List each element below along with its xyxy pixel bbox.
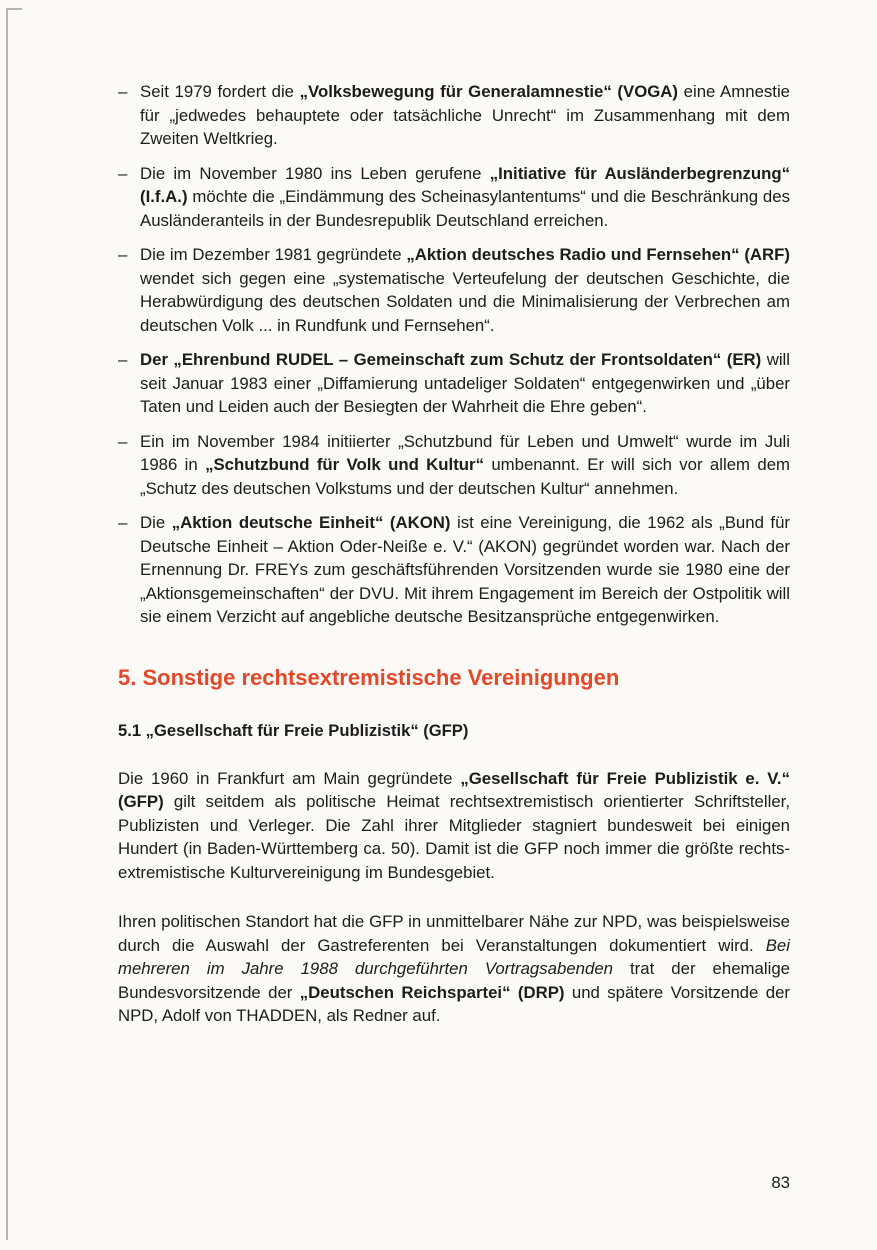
list-item: [118, 243, 790, 337]
list-item: [118, 162, 790, 233]
list-item-bold: „Aktion deutsche Einheit“ (AKON): [171, 513, 451, 532]
list-dash: –: [118, 163, 128, 183]
page-edge-line: [6, 8, 8, 1240]
list-item-text: will seit Januar 1983 einer „Diffamierung untadeliger Soldaten“ entgegenwirken und „über Taten und Leiden auch der Besiegten der Wahrheit die Ehre geben“.: [140, 350, 791, 416]
paragraph-text: und spätere Vorsitzende der NPD, Adolf von THADDEN, als Redner auf.: [118, 982, 790, 1025]
page-number: 83: [771, 1173, 790, 1192]
body-paragraph: [118, 767, 790, 885]
paragraph-bold: „Gesellschaft für Freie Publizistik e. V.“ (GFP): [118, 768, 790, 811]
list-dash: –: [118, 245, 128, 264]
page-content: [118, 80, 790, 1028]
list-item-text: Ein im November 1984 initiierter „Schutzbund für Leben und Umwelt“ wurde im Juli 1986 in: [140, 431, 790, 474]
paragraph-text: Ihren politischen Standort hat die GFP in unmittelbarer Nähe zur NPD, was beispielsweise durch die Auswahl der Gastreferenten bei Veranstaltungen dokumentiert wird.: [118, 912, 790, 955]
body-paragraph: [118, 910, 790, 1028]
list-dash: –: [118, 513, 128, 532]
paragraph-text: Die 1960 in Frankfurt am Main gegründete: [118, 768, 461, 788]
list-item-text: Seit 1979 fordert die: [140, 82, 300, 101]
paragraph-text: gilt seitdem als politische Heimat rechtsextremistisch orientierter Schriftsteller, Publizisten und Verleger. Die Zahl ihrer Mitglieder stagniert bundesweit bei einigen Hundert (in Baden-Württemberg ca. 50). Damit ist die GFP noch immer die größte rechts- extremistische Kulturvereinigung im Bundesgebiet.: [118, 792, 790, 882]
paragraph-italic: Bei mehreren im Jahre 1988 durchgeführten Vortragsabenden: [118, 935, 790, 978]
list-item: [118, 511, 790, 629]
list-dash: –: [118, 431, 128, 451]
list-item-bold: „Schutzbund für Volk und Kultur“: [205, 455, 484, 474]
paragraph-bold: „Deutschen Reichspartei“ (DRP): [299, 982, 565, 1002]
list-item-bold: „Volksbewegung für Generalamnestie“ (VOGA): [299, 82, 679, 101]
subsection-title: 5.1 „Gesellschaft für Freie Publizistik“ (GFP): [118, 720, 469, 740]
list-item-text: Die: [140, 513, 172, 532]
list-item-text: ist eine Vereinigung, die 1962 als „Bund für Deutsche Einheit – Aktion Oder-Neiße e. V.“ (AKON) gegründet worden war. Nach der Ernennung Dr. FREYs zum geschäftsführenden Vorsitzenden wurde sie 1980 eine der „Aktionsgemeinschaften“ der DVU. Mit ihrem Engagement im Bereich der Ostpolitik will sie einem Verzicht auf angebliche deutsche Besitzansprüche entgegenwirken.: [140, 513, 791, 626]
list-item-bold: Der „Ehrenbund RUDEL – Gemeinschaft zum Schutz der Frontsoldaten“ (ER): [140, 350, 762, 369]
organization-list: [118, 80, 790, 629]
list-item: [118, 348, 790, 419]
list-item-text: möchte die „Eindämmung des Scheinasylantentums“ und die Beschränkung des Ausländeranteils in der Bundesrepublik Deutschland erreichen.: [140, 187, 790, 230]
section-title: 5. Sonstige rechtsextremistische Vereinigungen: [118, 664, 620, 690]
list-dash: –: [118, 350, 128, 369]
list-item-text: Die im November 1980 ins Leben gerufene: [140, 163, 490, 183]
list-item: [118, 80, 790, 151]
list-item-text: eine Amnestie für „jedwedes behauptete oder tatsächliche Unrecht“ im Zusammenhang mit dem Zweiten Weltkrieg.: [140, 82, 791, 148]
list-item-text: wendet sich gegen eine „systematische Verteufelung der deutschen Geschichte, die Herabwürdigung des deutschen Soldaten und die Minimalisierung der Verbrechen am deutschen Volk ... in Rundfunk und Fernsehen“.: [140, 268, 790, 335]
list-item-bold: „Initiative für Ausländerbegrenzung“ (I.f.A.): [140, 163, 790, 206]
paragraph-text: trat der ehemalige Bundesvorsitzende der: [118, 959, 790, 1002]
list-item-text: Die im Dezember 1981 gegründete: [140, 245, 407, 264]
list-dash: –: [118, 82, 128, 101]
list-item-text: umbenannt. Er will sich vor allem dem „Schutz des deutschen Volkstums und der deutschen Kultur“ annehmen.: [140, 455, 791, 498]
list-item-bold: „Aktion deutsches Radio und Fernsehen“ (ARF): [406, 245, 790, 264]
list-item: [118, 430, 790, 501]
page-edge-corner: [6, 8, 22, 10]
